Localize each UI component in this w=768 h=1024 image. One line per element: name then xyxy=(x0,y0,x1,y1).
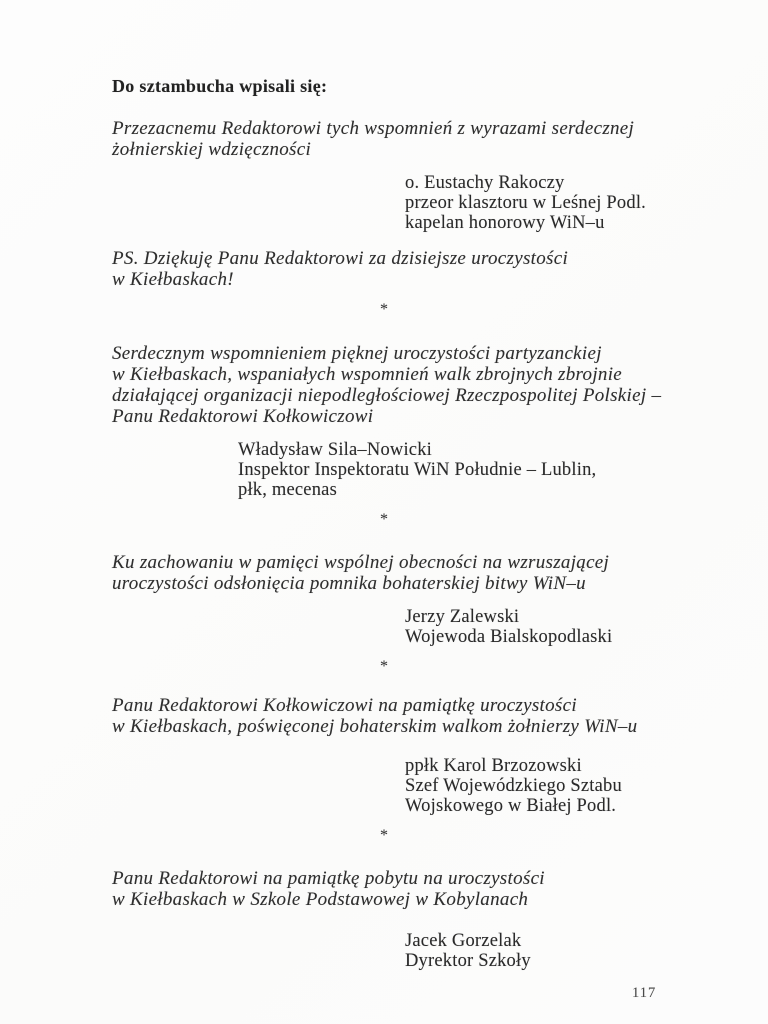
signature-line: ppłk Karol Brzozowski xyxy=(405,756,582,776)
dedication-line: uroczystości odsłonięcia pomnika bohaterskiej bitwy WiN–u xyxy=(112,573,586,594)
dedication-line: Przezacnemu Redaktorowi tych wspomnień z wyrazami serdecznej xyxy=(112,118,635,139)
section-separator: * xyxy=(380,511,388,528)
signature-line: Wojewoda Bialskopodlaski xyxy=(405,627,613,647)
signature-line: Jerzy Zalewski xyxy=(405,607,520,627)
postscript xyxy=(112,248,656,290)
signature-3 xyxy=(405,607,656,647)
dedication-line: Panu Redaktorowi na pamiątkę pobytu na uroczystości xyxy=(112,868,545,889)
dedication-line: Panu Redaktorowi Kołkowiczowi na pamiątkę uroczystości xyxy=(112,695,577,716)
signature-4 xyxy=(405,756,656,816)
dedication-line: Serdecznym wspomnieniem pięknej uroczystości partyzanckiej xyxy=(112,343,602,364)
page-number: 117 xyxy=(632,985,657,1001)
dedication-2 xyxy=(112,343,662,427)
signature-line: Władysław Sila–Nowicki xyxy=(238,440,432,460)
dedication-line: żołnierskiej wdzięczności xyxy=(112,139,312,160)
signature-1 xyxy=(405,173,656,233)
signature-line: kapelan honorowy WiN–u xyxy=(405,213,605,233)
signature-line: Szef Wojewódzkiego Sztabu xyxy=(405,776,622,796)
dedication-line: w Kiełbaskach w Szkole Podstawowej w Kobylanach xyxy=(112,889,529,910)
page-title: Do sztambucha wpisali się: xyxy=(112,76,328,96)
signature-line: płk, mecenas xyxy=(238,480,337,500)
signature-line: o. Eustachy Rakoczy xyxy=(405,173,565,193)
dedication-3 xyxy=(112,552,656,594)
section-separator: * xyxy=(380,301,388,318)
dedication-line: działającej organizacji niepodległościowej Rzeczpospolitej Polskiej – xyxy=(112,385,662,406)
signature-line: Jacek Gorzelak xyxy=(405,931,522,951)
signature-line: Inspektor Inspektoratu WiN Południe – Lublin, xyxy=(238,460,597,480)
dedication-line: Panu Redaktorowi Kołkowiczowi xyxy=(112,406,374,427)
dedication-5 xyxy=(112,868,656,910)
dedication-line: w Kiełbaskach, poświęconej bohaterskim walkom żołnierzy WiN–u xyxy=(112,716,638,737)
dedication-line: Ku zachowaniu w pamięci wspólnej obecności na wzruszającej xyxy=(112,552,610,573)
dedication-4 xyxy=(112,695,656,737)
postscript-line: w Kiełbaskach! xyxy=(112,269,234,290)
dedication-line: w Kiełbaskach, wspaniałych wspomnień walk zbrojnych zbrojnie xyxy=(112,364,623,385)
signature-line: przeor klasztoru w Leśnej Podl. xyxy=(405,193,646,213)
dedication-1 xyxy=(112,118,656,160)
postscript-line: PS. Dziękuję Panu Redaktorowi za dzisiejsze uroczystości xyxy=(112,248,569,269)
signature-2 xyxy=(238,440,656,500)
signature-line: Dyrektor Szkoły xyxy=(405,951,531,971)
signature-line: Wojskowego w Białej Podl. xyxy=(405,796,617,816)
signature-5 xyxy=(405,931,656,971)
section-separator: * xyxy=(380,827,388,844)
section-separator: * xyxy=(380,658,388,675)
